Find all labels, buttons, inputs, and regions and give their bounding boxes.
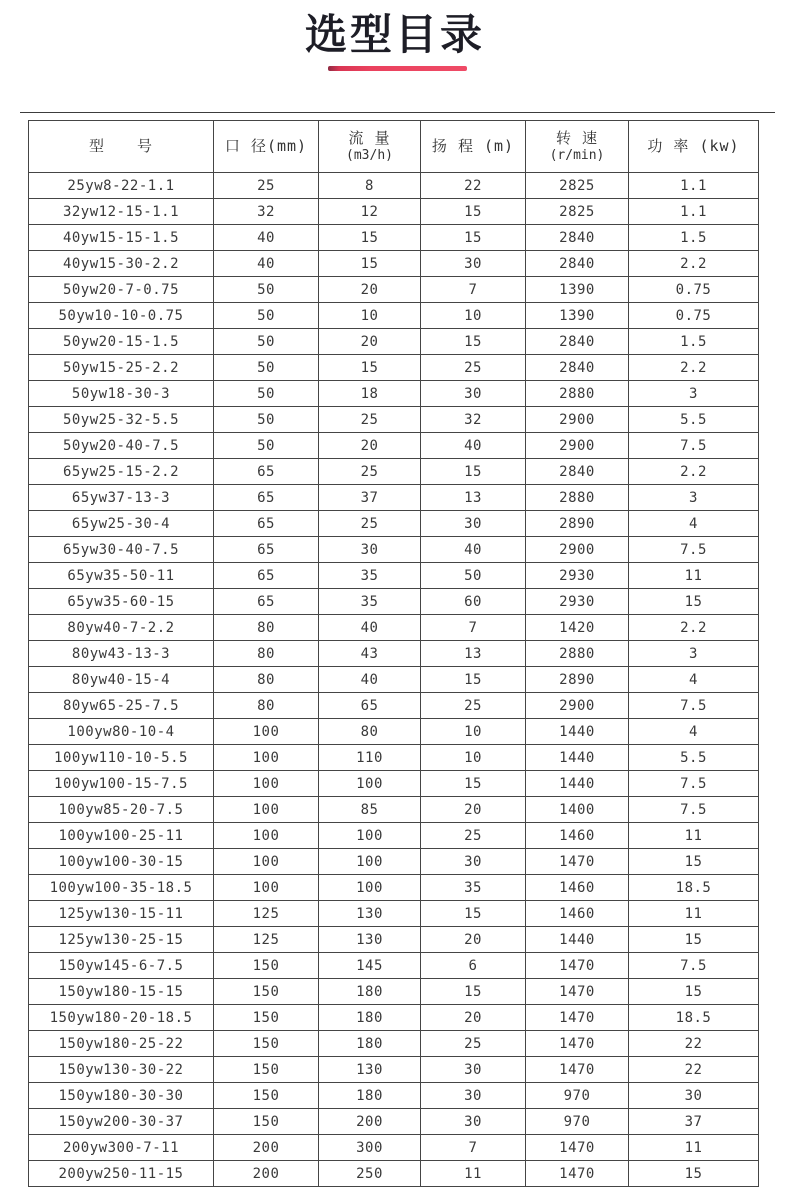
cell-speed: 1460 (526, 901, 629, 927)
cell-speed: 2900 (526, 407, 629, 433)
table-row (29, 589, 759, 615)
cell-diameter: 50 (214, 303, 319, 329)
cell-model: 50yw10-10-0.75 (29, 303, 214, 329)
cell-diameter: 100 (214, 771, 319, 797)
cell-head: 15 (421, 329, 526, 355)
cell-model: 65yw35-60-15 (29, 589, 214, 615)
cell-diameter: 80 (214, 615, 319, 641)
cell-power: 11 (629, 563, 759, 589)
cell-model: 50yw20-15-1.5 (29, 329, 214, 355)
cell-head: 13 (421, 485, 526, 511)
cell-speed: 2880 (526, 641, 629, 667)
cell-head: 30 (421, 381, 526, 407)
title-underline-accent (328, 66, 467, 71)
cell-power: 3 (629, 641, 759, 667)
table-row (29, 303, 759, 329)
table-row (29, 823, 759, 849)
column-header-diameter (214, 121, 319, 173)
cell-diameter: 125 (214, 901, 319, 927)
header-row (29, 121, 759, 173)
cell-speed: 2840 (526, 251, 629, 277)
cell-model: 150yw145-6-7.5 (29, 953, 214, 979)
cell-speed: 2880 (526, 485, 629, 511)
cell-flow: 100 (319, 875, 421, 901)
cell-diameter: 100 (214, 745, 319, 771)
table-row (29, 433, 759, 459)
cell-speed: 2900 (526, 433, 629, 459)
cell-head: 11 (421, 1161, 526, 1187)
cell-flow: 15 (319, 251, 421, 277)
cell-head: 32 (421, 407, 526, 433)
cell-flow: 40 (319, 667, 421, 693)
cell-power: 7.5 (629, 953, 759, 979)
cell-power: 2.2 (629, 615, 759, 641)
table-row (29, 407, 759, 433)
table-row (29, 667, 759, 693)
cell-speed: 1470 (526, 979, 629, 1005)
cell-head: 15 (421, 771, 526, 797)
cell-diameter: 40 (214, 251, 319, 277)
table-row (29, 1109, 759, 1135)
cell-speed: 2840 (526, 329, 629, 355)
cell-model: 65yw37-13-3 (29, 485, 214, 511)
cell-power: 5.5 (629, 745, 759, 771)
cell-power: 4 (629, 511, 759, 537)
cell-model: 100yw100-25-11 (29, 823, 214, 849)
cell-model: 150yw180-20-18.5 (29, 1005, 214, 1031)
table-row (29, 199, 759, 225)
cell-speed: 2840 (526, 355, 629, 381)
table-row (29, 693, 759, 719)
cell-power: 7.5 (629, 537, 759, 563)
cell-model: 80yw40-7-2.2 (29, 615, 214, 641)
cell-speed: 2900 (526, 537, 629, 563)
cell-flow: 250 (319, 1161, 421, 1187)
cell-speed: 1420 (526, 615, 629, 641)
cell-flow: 65 (319, 693, 421, 719)
cell-flow: 180 (319, 1005, 421, 1031)
cell-model: 50yw20-7-0.75 (29, 277, 214, 303)
table-row (29, 875, 759, 901)
table-row (29, 1005, 759, 1031)
cell-diameter: 100 (214, 797, 319, 823)
table-row (29, 563, 759, 589)
cell-flow: 130 (319, 1057, 421, 1083)
cell-head: 25 (421, 1031, 526, 1057)
cell-diameter: 150 (214, 1031, 319, 1057)
cell-speed: 1460 (526, 875, 629, 901)
cell-model: 50yw20-40-7.5 (29, 433, 214, 459)
cell-head: 13 (421, 641, 526, 667)
cell-speed: 2890 (526, 667, 629, 693)
cell-head: 30 (421, 511, 526, 537)
table-row (29, 719, 759, 745)
cell-diameter: 150 (214, 1057, 319, 1083)
cell-flow: 25 (319, 511, 421, 537)
cell-model: 25yw8-22-1.1 (29, 173, 214, 199)
table-row (29, 615, 759, 641)
cell-diameter: 50 (214, 277, 319, 303)
table-row (29, 537, 759, 563)
column-header-flow (319, 121, 421, 173)
pump-selection-table (28, 120, 759, 1187)
column-label: 转 速 (555, 129, 599, 147)
cell-power: 4 (629, 667, 759, 693)
table-row (29, 355, 759, 381)
table-row (29, 381, 759, 407)
table-top-rule (20, 112, 775, 113)
table-row (29, 771, 759, 797)
cell-head: 30 (421, 1057, 526, 1083)
cell-power: 2.2 (629, 355, 759, 381)
cell-speed: 2825 (526, 199, 629, 225)
cell-power: 11 (629, 1135, 759, 1161)
cell-head: 30 (421, 849, 526, 875)
cell-speed: 1460 (526, 823, 629, 849)
cell-speed: 1470 (526, 953, 629, 979)
cell-head: 22 (421, 173, 526, 199)
cell-diameter: 200 (214, 1135, 319, 1161)
cell-diameter: 100 (214, 823, 319, 849)
cell-flow: 25 (319, 459, 421, 485)
cell-speed: 1470 (526, 849, 629, 875)
cell-power: 7.5 (629, 693, 759, 719)
cell-speed: 1470 (526, 1161, 629, 1187)
column-label: 口 径(mm) (224, 137, 308, 156)
cell-flow: 37 (319, 485, 421, 511)
cell-head: 30 (421, 1083, 526, 1109)
cell-flow: 8 (319, 173, 421, 199)
cell-model: 100yw100-30-15 (29, 849, 214, 875)
cell-flow: 20 (319, 277, 421, 303)
cell-flow: 35 (319, 589, 421, 615)
cell-diameter: 65 (214, 511, 319, 537)
cell-head: 50 (421, 563, 526, 589)
cell-power: 4 (629, 719, 759, 745)
table-row (29, 485, 759, 511)
cell-power: 18.5 (629, 875, 759, 901)
cell-power: 7.5 (629, 433, 759, 459)
cell-power: 22 (629, 1057, 759, 1083)
cell-diameter: 150 (214, 1005, 319, 1031)
table-row (29, 979, 759, 1005)
cell-diameter: 100 (214, 849, 319, 875)
table-row (29, 511, 759, 537)
table-row (29, 797, 759, 823)
cell-head: 10 (421, 719, 526, 745)
cell-speed: 1470 (526, 1135, 629, 1161)
cell-flow: 30 (319, 537, 421, 563)
cell-model: 40yw15-30-2.2 (29, 251, 214, 277)
cell-power: 1.1 (629, 173, 759, 199)
page-title: 选型目录 (304, 11, 485, 58)
cell-flow: 100 (319, 823, 421, 849)
cell-diameter: 65 (214, 537, 319, 563)
cell-flow: 100 (319, 849, 421, 875)
cell-model: 100yw100-15-7.5 (29, 771, 214, 797)
cell-head: 15 (421, 667, 526, 693)
cell-head: 25 (421, 693, 526, 719)
cell-power: 2.2 (629, 251, 759, 277)
column-label: 流 量 (348, 129, 391, 147)
column-label: 功 率 (kw) (647, 137, 740, 156)
column-header-model (29, 121, 214, 173)
cell-flow: 110 (319, 745, 421, 771)
cell-flow: 20 (319, 433, 421, 459)
cell-flow: 20 (319, 329, 421, 355)
cell-flow: 43 (319, 641, 421, 667)
cell-model: 80yw40-15-4 (29, 667, 214, 693)
cell-head: 7 (421, 277, 526, 303)
cell-speed: 1440 (526, 745, 629, 771)
cell-power: 22 (629, 1031, 759, 1057)
cell-power: 3 (629, 485, 759, 511)
cell-flow: 145 (319, 953, 421, 979)
cell-model: 80yw65-25-7.5 (29, 693, 214, 719)
cell-diameter: 150 (214, 1109, 319, 1135)
table-row (29, 953, 759, 979)
cell-head: 30 (421, 251, 526, 277)
cell-head: 40 (421, 537, 526, 563)
cell-flow: 15 (319, 355, 421, 381)
cell-diameter: 100 (214, 719, 319, 745)
cell-power: 1.5 (629, 329, 759, 355)
cell-model: 200yw250-11-15 (29, 1161, 214, 1187)
cell-speed: 1390 (526, 277, 629, 303)
cell-diameter: 65 (214, 563, 319, 589)
cell-head: 10 (421, 745, 526, 771)
cell-diameter: 25 (214, 173, 319, 199)
cell-diameter: 50 (214, 433, 319, 459)
cell-model: 80yw43-13-3 (29, 641, 214, 667)
cell-model: 32yw12-15-1.1 (29, 199, 214, 225)
cell-model: 50yw18-30-3 (29, 381, 214, 407)
cell-model: 150yw180-30-30 (29, 1083, 214, 1109)
cell-head: 40 (421, 433, 526, 459)
cell-head: 20 (421, 797, 526, 823)
cell-head: 10 (421, 303, 526, 329)
column-header-speed (526, 121, 629, 173)
cell-model: 65yw25-15-2.2 (29, 459, 214, 485)
cell-diameter: 150 (214, 979, 319, 1005)
table-header (29, 121, 759, 173)
table-row (29, 225, 759, 251)
cell-power: 11 (629, 901, 759, 927)
cell-speed: 1470 (526, 1057, 629, 1083)
cell-model: 150yw180-15-15 (29, 979, 214, 1005)
cell-flow: 130 (319, 901, 421, 927)
cell-flow: 130 (319, 927, 421, 953)
cell-model: 150yw130-30-22 (29, 1057, 214, 1083)
cell-power: 15 (629, 849, 759, 875)
cell-power: 15 (629, 1161, 759, 1187)
cell-power: 1.5 (629, 225, 759, 251)
cell-speed: 1470 (526, 1005, 629, 1031)
cell-head: 15 (421, 459, 526, 485)
cell-head: 15 (421, 901, 526, 927)
cell-head: 25 (421, 823, 526, 849)
cell-diameter: 150 (214, 953, 319, 979)
cell-model: 125yw130-15-11 (29, 901, 214, 927)
cell-model: 100yw80-10-4 (29, 719, 214, 745)
cell-model: 50yw15-25-2.2 (29, 355, 214, 381)
cell-speed: 2825 (526, 173, 629, 199)
cell-diameter: 40 (214, 225, 319, 251)
cell-head: 6 (421, 953, 526, 979)
cell-flow: 40 (319, 615, 421, 641)
column-sublabel: (m3/h) (346, 147, 393, 163)
table-row (29, 277, 759, 303)
cell-model: 65yw35-50-11 (29, 563, 214, 589)
table-row (29, 329, 759, 355)
cell-flow: 15 (319, 225, 421, 251)
cell-flow: 180 (319, 979, 421, 1005)
cell-speed: 2840 (526, 225, 629, 251)
cell-head: 20 (421, 927, 526, 953)
table-row (29, 901, 759, 927)
cell-speed: 2880 (526, 381, 629, 407)
cell-head: 60 (421, 589, 526, 615)
cell-head: 30 (421, 1109, 526, 1135)
cell-speed: 2900 (526, 693, 629, 719)
cell-diameter: 125 (214, 927, 319, 953)
cell-speed: 2930 (526, 563, 629, 589)
cell-head: 7 (421, 1135, 526, 1161)
cell-model: 100yw110-10-5.5 (29, 745, 214, 771)
cell-power: 5.5 (629, 407, 759, 433)
cell-model: 100yw100-35-18.5 (29, 875, 214, 901)
cell-diameter: 80 (214, 693, 319, 719)
table-body (29, 173, 759, 1187)
cell-head: 15 (421, 199, 526, 225)
cell-model: 150yw200-30-37 (29, 1109, 214, 1135)
cell-model: 200yw300-7-11 (29, 1135, 214, 1161)
cell-model: 65yw30-40-7.5 (29, 537, 214, 563)
cell-diameter: 50 (214, 355, 319, 381)
cell-diameter: 50 (214, 329, 319, 355)
cell-flow: 200 (319, 1109, 421, 1135)
cell-flow: 85 (319, 797, 421, 823)
cell-head: 15 (421, 979, 526, 1005)
column-header-power (629, 121, 759, 173)
cell-power: 7.5 (629, 771, 759, 797)
cell-speed: 1440 (526, 771, 629, 797)
cell-speed: 2890 (526, 511, 629, 537)
cell-flow: 25 (319, 407, 421, 433)
cell-flow: 300 (319, 1135, 421, 1161)
cell-flow: 100 (319, 771, 421, 797)
cell-speed: 970 (526, 1083, 629, 1109)
cell-speed: 2930 (526, 589, 629, 615)
cell-head: 35 (421, 875, 526, 901)
table-row (29, 1083, 759, 1109)
cell-speed: 1390 (526, 303, 629, 329)
table-row (29, 173, 759, 199)
column-header-head (421, 121, 526, 173)
table-row (29, 849, 759, 875)
cell-model: 125yw130-25-15 (29, 927, 214, 953)
cell-flow: 18 (319, 381, 421, 407)
cell-flow: 80 (319, 719, 421, 745)
table-row (29, 1031, 759, 1057)
cell-diameter: 50 (214, 381, 319, 407)
table-row (29, 459, 759, 485)
cell-power: 0.75 (629, 303, 759, 329)
cell-speed: 1440 (526, 927, 629, 953)
cell-power: 15 (629, 979, 759, 1005)
cell-model: 150yw180-25-22 (29, 1031, 214, 1057)
cell-model: 100yw85-20-7.5 (29, 797, 214, 823)
cell-head: 25 (421, 355, 526, 381)
table-row (29, 927, 759, 953)
cell-flow: 35 (319, 563, 421, 589)
cell-power: 18.5 (629, 1005, 759, 1031)
cell-flow: 12 (319, 199, 421, 225)
cell-head: 15 (421, 225, 526, 251)
cell-diameter: 100 (214, 875, 319, 901)
table-row (29, 1057, 759, 1083)
cell-speed: 1470 (526, 1031, 629, 1057)
table-row (29, 641, 759, 667)
cell-diameter: 32 (214, 199, 319, 225)
cell-power: 1.1 (629, 199, 759, 225)
cell-speed: 2840 (526, 459, 629, 485)
cell-power: 30 (629, 1083, 759, 1109)
cell-power: 2.2 (629, 459, 759, 485)
cell-diameter: 200 (214, 1161, 319, 1187)
cell-model: 50yw25-32-5.5 (29, 407, 214, 433)
cell-model: 40yw15-15-1.5 (29, 225, 214, 251)
cell-head: 20 (421, 1005, 526, 1031)
cell-speed: 970 (526, 1109, 629, 1135)
cell-power: 3 (629, 381, 759, 407)
table-row (29, 251, 759, 277)
cell-diameter: 150 (214, 1083, 319, 1109)
cell-power: 11 (629, 823, 759, 849)
cell-diameter: 65 (214, 459, 319, 485)
table-row (29, 745, 759, 771)
column-sublabel: (r/min) (549, 147, 605, 163)
cell-power: 0.75 (629, 277, 759, 303)
cell-speed: 1440 (526, 719, 629, 745)
cell-model: 65yw25-30-4 (29, 511, 214, 537)
column-label: 型 号 (88, 137, 153, 156)
table-row (29, 1161, 759, 1187)
cell-diameter: 80 (214, 667, 319, 693)
cell-diameter: 65 (214, 589, 319, 615)
cell-power: 15 (629, 927, 759, 953)
cell-flow: 180 (319, 1031, 421, 1057)
cell-head: 7 (421, 615, 526, 641)
cell-power: 37 (629, 1109, 759, 1135)
cell-speed: 1400 (526, 797, 629, 823)
cell-power: 15 (629, 589, 759, 615)
cell-diameter: 65 (214, 485, 319, 511)
cell-diameter: 50 (214, 407, 319, 433)
cell-diameter: 80 (214, 641, 319, 667)
cell-flow: 180 (319, 1083, 421, 1109)
cell-flow: 10 (319, 303, 421, 329)
table-row (29, 1135, 759, 1161)
column-label: 扬 程 (m) (431, 137, 515, 156)
cell-power: 7.5 (629, 797, 759, 823)
